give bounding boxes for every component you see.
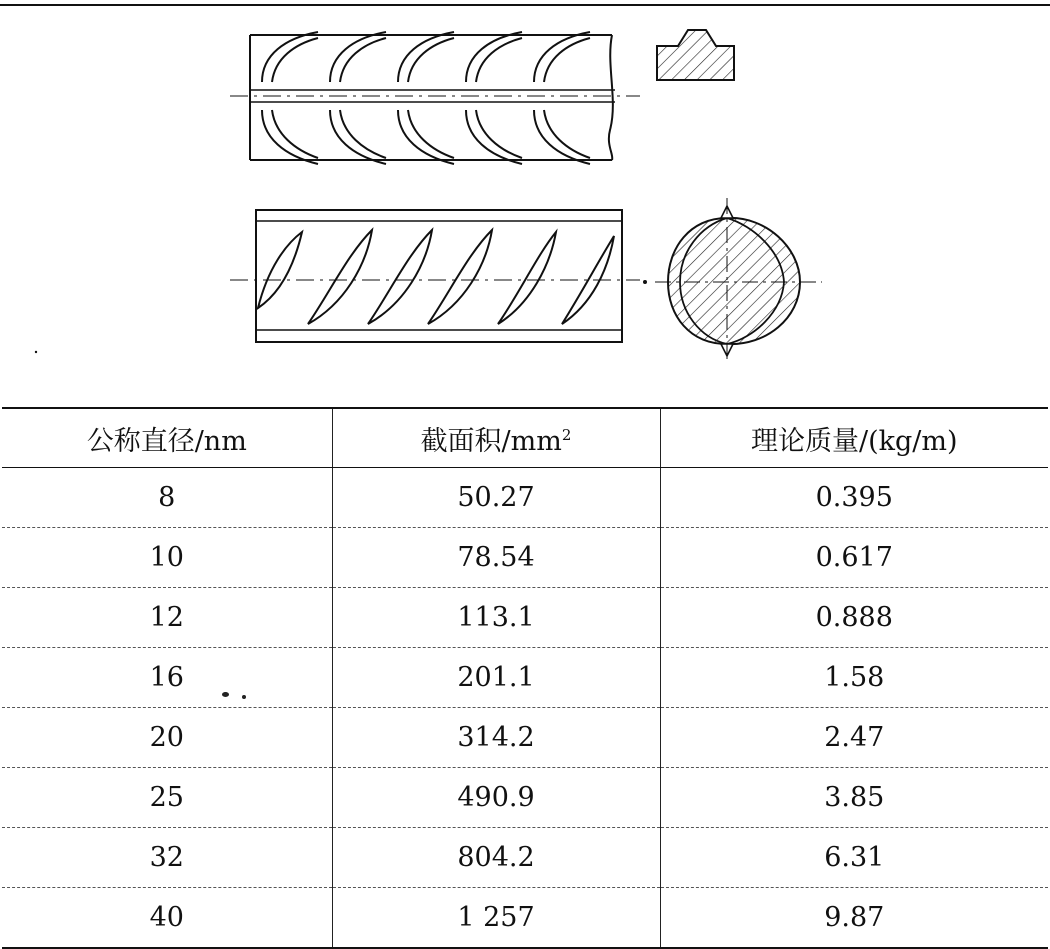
crescent-rib-rebar-elevation — [230, 32, 640, 164]
spiral-rib-rebar-elevation — [230, 210, 640, 342]
scan-speck — [222, 692, 229, 697]
cell-area: 201.1 — [332, 648, 660, 708]
header-nominal-diameter: 公称直径/nm — [2, 408, 332, 468]
table-row — [2, 528, 1048, 588]
cell-area: 490.9 — [332, 768, 660, 828]
cell-diameter: 12 — [2, 588, 332, 648]
cell-diameter: 16 — [2, 648, 332, 708]
cell-mass: 6.31 — [660, 828, 1048, 888]
cell-area: 78.54 — [332, 528, 660, 588]
rebar-spec-table — [2, 407, 1048, 949]
table-row — [2, 648, 1048, 708]
cell-mass: 1.58 — [660, 648, 1048, 708]
scan-speck — [242, 695, 246, 699]
table-row — [2, 888, 1048, 949]
table-row — [2, 588, 1048, 648]
cell-diameter: 25 — [2, 768, 332, 828]
cell-diameter: 8 — [2, 468, 332, 528]
cell-mass: 0.617 — [660, 528, 1048, 588]
cell-area: 50.27 — [332, 468, 660, 528]
table-header-row — [2, 408, 1048, 468]
table-row — [2, 768, 1048, 828]
cell-mass: 3.85 — [660, 768, 1048, 828]
cell-area: 314.2 — [332, 708, 660, 768]
cell-diameter: 10 — [2, 528, 332, 588]
header-section-area: 截面积$/mm^2$ — [332, 408, 660, 468]
table-row — [2, 708, 1048, 768]
header-theoretical-mass: 理论质量/(kg/m) — [660, 408, 1048, 468]
cell-mass: 0.888 — [660, 588, 1048, 648]
cell-mass: 2.47 — [660, 708, 1048, 768]
rib-section-detail — [657, 30, 734, 80]
cell-diameter: 20 — [2, 708, 332, 768]
cell-diameter: 32 — [2, 828, 332, 888]
cell-area: 804.2 — [332, 828, 660, 888]
table-row — [2, 468, 1048, 528]
cell-mass: 0.395 — [660, 468, 1048, 528]
round-bar-section — [655, 198, 822, 364]
cell-area: 1 257 — [332, 888, 660, 949]
rebar-drawings — [0, 0, 1050, 395]
cell-diameter: 40 — [2, 888, 332, 949]
cell-area: 113.1 — [332, 588, 660, 648]
cell-mass: 9.87 — [660, 888, 1048, 949]
table-row — [2, 828, 1048, 888]
